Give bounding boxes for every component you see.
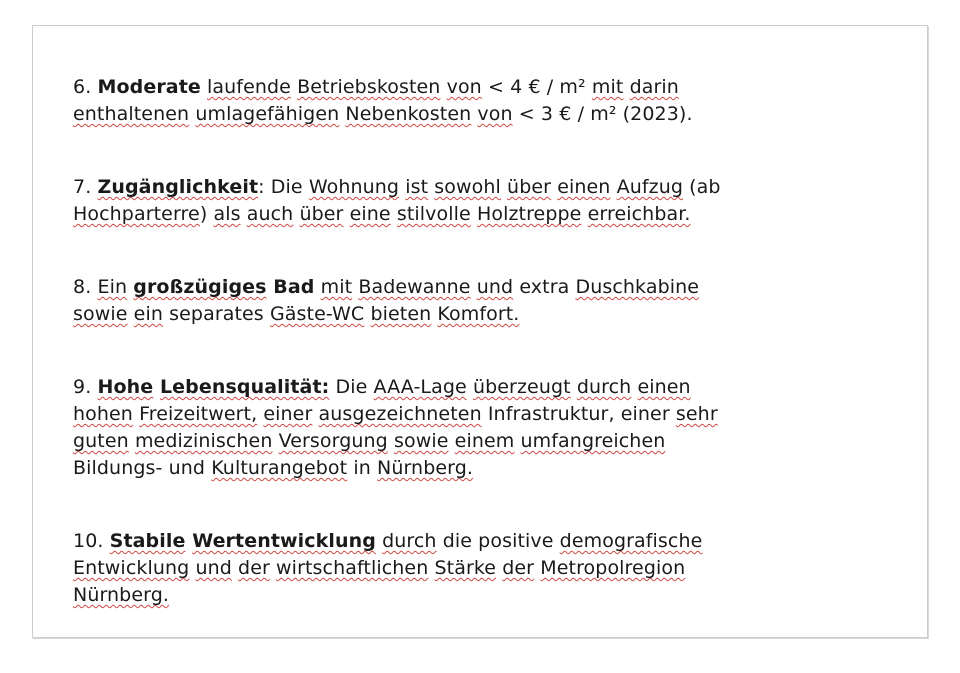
misspelled-word: Entwicklung	[73, 557, 190, 579]
paragraph	[73, 528, 887, 609]
paragraph	[73, 374, 887, 482]
misspelled-word: ist	[405, 176, 429, 198]
text-line	[73, 455, 887, 482]
misspelled-word: Wertentwicklung	[192, 530, 376, 552]
text-line	[73, 74, 887, 101]
misspelled-word: als	[213, 203, 241, 225]
misspelled-word: Hochparterre	[73, 203, 200, 225]
misspelled-word: durch	[576, 376, 632, 398]
misspelled-word: bieten	[370, 303, 432, 325]
text-line	[73, 374, 887, 401]
text-run: < 4 € / m²	[481, 76, 592, 98]
paragraph	[73, 74, 887, 128]
misspelled-word: Aufzug	[616, 176, 683, 198]
text-line	[73, 555, 887, 582]
text-line	[73, 201, 887, 228]
misspelled-word: Lebensqualität:	[159, 376, 330, 398]
misspelled-word: durch	[382, 530, 437, 552]
misspelled-word: Ein	[97, 276, 128, 298]
misspelled-word: laufende	[207, 76, 291, 98]
text-run: Infrastruktur, einer	[481, 403, 676, 425]
misspelled-word: Nebenkosten	[345, 103, 472, 125]
misspelled-word: darin	[629, 76, 679, 98]
misspelled-word: hohen	[73, 403, 133, 425]
misspelled-word: Freizeitwert,	[139, 403, 258, 425]
misspelled-word: der	[238, 557, 270, 579]
misspelled-word: Betriebskosten	[297, 76, 441, 98]
document-body	[73, 74, 887, 609]
misspelled-word: Zugänglichkeit	[97, 176, 259, 198]
text-line	[73, 174, 887, 201]
misspelled-word: umfangreichen	[520, 430, 666, 452]
misspelled-word: der	[502, 557, 535, 579]
misspelled-word: Holztreppe	[476, 203, 582, 225]
text-run: extra	[513, 276, 576, 298]
text-run	[153, 376, 160, 398]
paragraph	[73, 274, 887, 328]
misspelled-word: guten	[73, 430, 129, 452]
text-run: Bildungs- und	[73, 457, 212, 479]
misspelled-word: Komfort.	[437, 303, 520, 325]
misspelled-word: demografische	[559, 530, 703, 552]
misspelled-word: mit	[320, 276, 353, 298]
misspelled-word: Duschkabine	[575, 276, 700, 298]
misspelled-word: von	[446, 76, 482, 98]
misspelled-word: auch	[246, 203, 294, 225]
text-run: separates	[162, 303, 270, 325]
text-line	[73, 301, 887, 328]
misspelled-word: Gäste-WC	[269, 303, 365, 325]
misspelled-word: medizinischen	[134, 430, 273, 452]
misspelled-word: Wohnung	[308, 176, 400, 198]
document-page	[32, 25, 928, 638]
misspelled-word: enthaltenen	[73, 103, 190, 125]
misspelled-word: Stärke	[434, 557, 497, 579]
misspelled-word: einem	[454, 430, 515, 452]
misspelled-word: und	[476, 276, 514, 298]
text-run: Moderate	[97, 76, 201, 98]
misspelled-word: Metropolregion	[540, 557, 686, 579]
text-run: : Die	[258, 176, 309, 198]
text-run: 6.	[73, 76, 98, 98]
misspelled-word: über	[299, 203, 344, 225]
text-line	[73, 428, 887, 455]
misspelled-word: umlagefähigen	[195, 103, 340, 125]
misspelled-word: Nürnberg.	[73, 584, 170, 606]
misspelled-word: und	[195, 557, 232, 579]
text-run: 7.	[73, 176, 98, 198]
misspelled-word: von	[477, 103, 513, 125]
text-line	[73, 101, 887, 128]
misspelled-word: Hohe	[97, 376, 154, 398]
misspelled-word: einer	[263, 403, 313, 425]
misspelled-word: ein	[133, 303, 163, 325]
misspelled-word: AAA-Lage	[373, 376, 467, 398]
misspelled-word: Versorgung	[278, 430, 388, 452]
misspelled-word: erreichbar.	[587, 203, 691, 225]
text-run: Bad	[273, 276, 315, 298]
misspelled-word: sowie	[73, 303, 128, 325]
misspelled-word: stilvolle	[396, 203, 471, 225]
text-run: 10.	[73, 530, 110, 552]
misspelled-word: sowohl	[434, 176, 501, 198]
misspelled-word: wirtschaftlichen	[276, 557, 429, 579]
misspelled-word: Nürnberg.	[377, 457, 474, 479]
text-run: < 3 € / m² (2023).	[512, 103, 693, 125]
text-run: 9.	[73, 376, 98, 398]
text-run: 8.	[73, 276, 98, 298]
misspelled-word: ausgezeichneten	[318, 403, 482, 425]
misspelled-word: sehr	[675, 403, 718, 425]
paragraph	[73, 174, 887, 228]
text-line	[73, 582, 887, 609]
misspelled-word: Kulturangebot	[211, 457, 348, 479]
misspelled-word: sowie	[393, 430, 449, 452]
text-line	[73, 274, 887, 301]
misspelled-word: mit	[591, 76, 624, 98]
text-run: (ab	[683, 176, 721, 198]
misspelled-word: einen	[557, 176, 611, 198]
text-run: )	[199, 203, 214, 225]
misspelled-word: überzeugt	[472, 376, 571, 398]
misspelled-word: einen	[637, 376, 691, 398]
misspelled-word: über	[507, 176, 552, 198]
text-line	[73, 528, 887, 555]
misspelled-word: eine	[349, 203, 391, 225]
text-run: in	[347, 457, 378, 479]
text-run: Die	[329, 376, 374, 398]
text-line	[73, 401, 887, 428]
text-run: die positive	[436, 530, 560, 552]
misspelled-word: Stabile	[109, 530, 186, 552]
misspelled-word: großzügiges	[133, 276, 267, 298]
misspelled-word: Badewanne	[358, 276, 471, 298]
